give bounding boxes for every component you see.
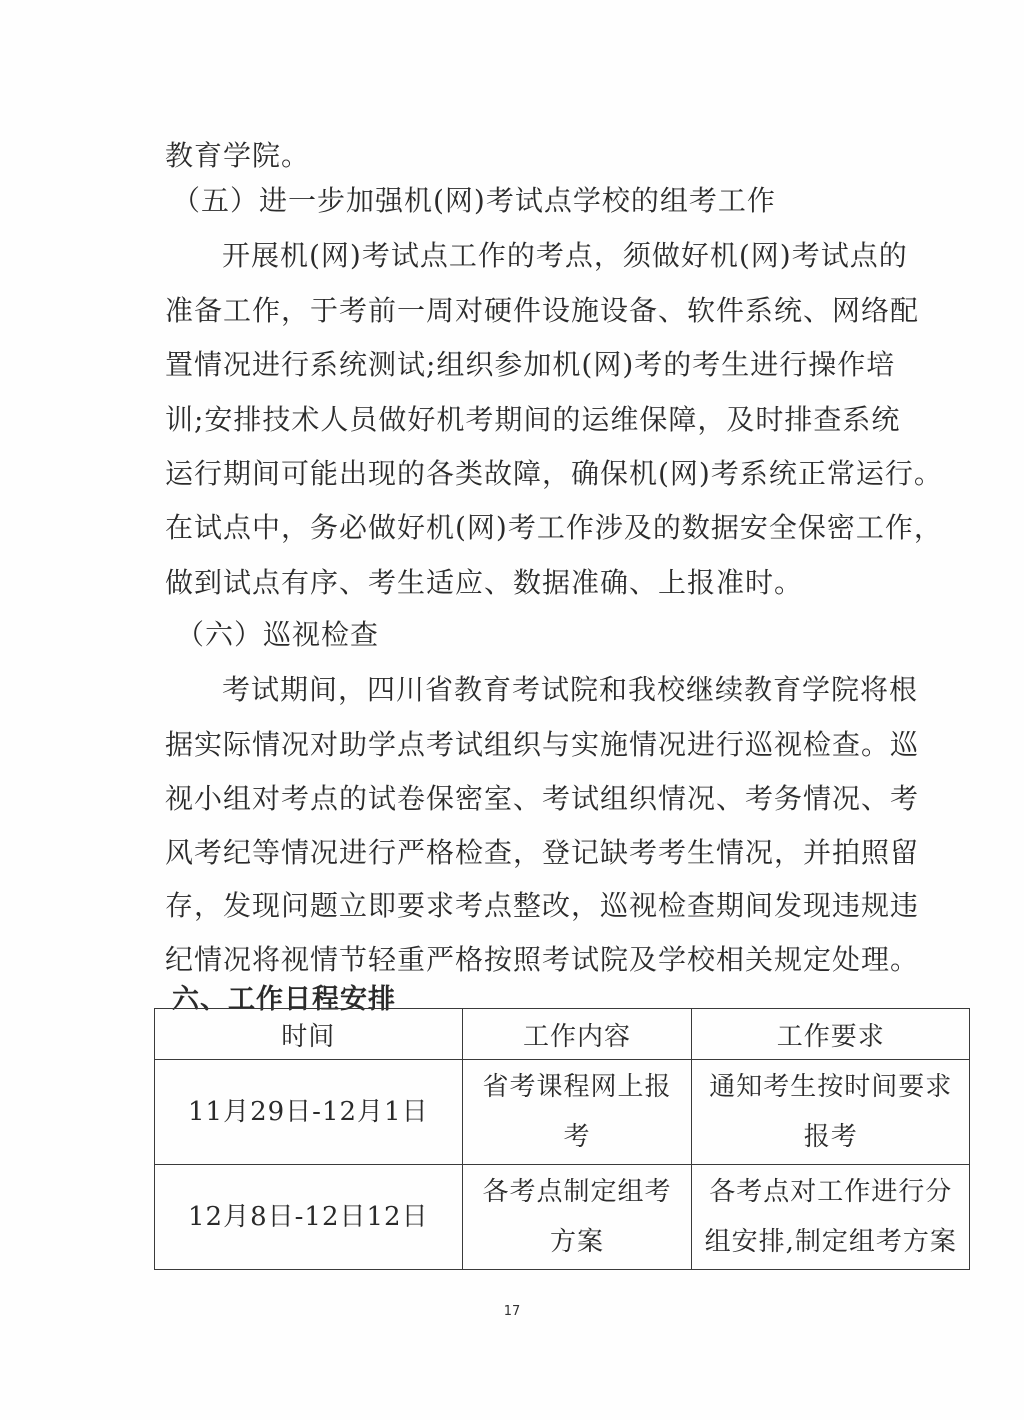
paragraph-line-4: 准备工作，于考前一周对硬件设施设备、软件系统、网络配 [165,294,920,327]
paragraph-line-12: 据实际情况对助学点考试组织与实施情况进行巡视检查。巡 [165,728,920,761]
row1-requirement [692,1060,970,1165]
page-number: 17 [503,1304,521,1319]
paragraph-line-11: 考试期间，四川省教育考试院和我校继续教育学院将根 [222,673,919,706]
paragraph-line-13: 视小组对考点的试卷保密室、考试组织情况、考务情况、考 [165,782,920,815]
paragraph-line-1: 教育学院。 [165,139,311,172]
header-requirement: 工作要求 [692,1009,970,1060]
row1-content-line2: 考 [563,1122,591,1152]
section-heading: 六、工作日程安排 [172,984,396,1015]
header-content: 工作内容 [462,1009,692,1060]
row1-content [462,1060,692,1165]
paragraph-line-3: 开展机(网)考试点工作的考点，须做好机(网)考试点的 [222,239,908,272]
paragraph-line-7: 运行期间可能出现的各类故障，确保机(网)考系统正常运行。 [165,457,943,490]
row2-content [462,1165,692,1270]
row1-requirement-line2: 报考 [803,1122,858,1152]
table-header-row [155,1009,970,1060]
row2-content-line1: 各考点制定组考 [482,1177,672,1207]
row2-time: 12月8日-12日12日 [155,1165,463,1270]
header-time: 时间 [155,1009,463,1060]
paragraph-line-9: 做到试点有序、考生适应、数据准确、上报准时。 [165,566,804,599]
row1-requirement-line1: 通知考生按时间要求 [709,1072,953,1102]
paragraph-line-15: 存，发现问题立即要求考点整改，巡视检查期间发现违规违 [165,889,920,922]
table-row [155,1060,970,1165]
row2-requirement [692,1165,970,1270]
row2-requirement-line2: 组安排,制定组考方案 [704,1227,957,1257]
schedule-table [154,1008,970,1270]
paragraph-line-16: 纪情况将视情节轻重严格按照考试院及学校相关规定处理。 [165,943,920,976]
table-row [155,1165,970,1270]
row2-content-line2: 方案 [550,1227,605,1257]
paragraph-line-6: 训;安排技术人员做好机考期间的运维保障，及时排查系统 [165,403,901,436]
subheading-six: （六）巡视检查 [176,618,380,651]
row2-requirement-line1: 各考点对工作进行分 [709,1177,953,1207]
subheading-five: （五）进一步加强机(网)考试点学校的组考工作 [172,184,776,217]
row1-time: 11月29日-12月1日 [155,1060,463,1165]
row1-content-line1: 省考课程网上报 [482,1072,672,1102]
paragraph-line-8: 在试点中，务必做好机(网)考工作涉及的数据安全保密工作， [165,511,943,544]
paragraph-line-5: 置情况进行系统测试;组织参加机(网)考的考生进行操作培 [165,348,896,381]
paragraph-line-14: 风考纪等情况进行严格检查，登记缺考考生情况，并拍照留 [165,836,920,869]
